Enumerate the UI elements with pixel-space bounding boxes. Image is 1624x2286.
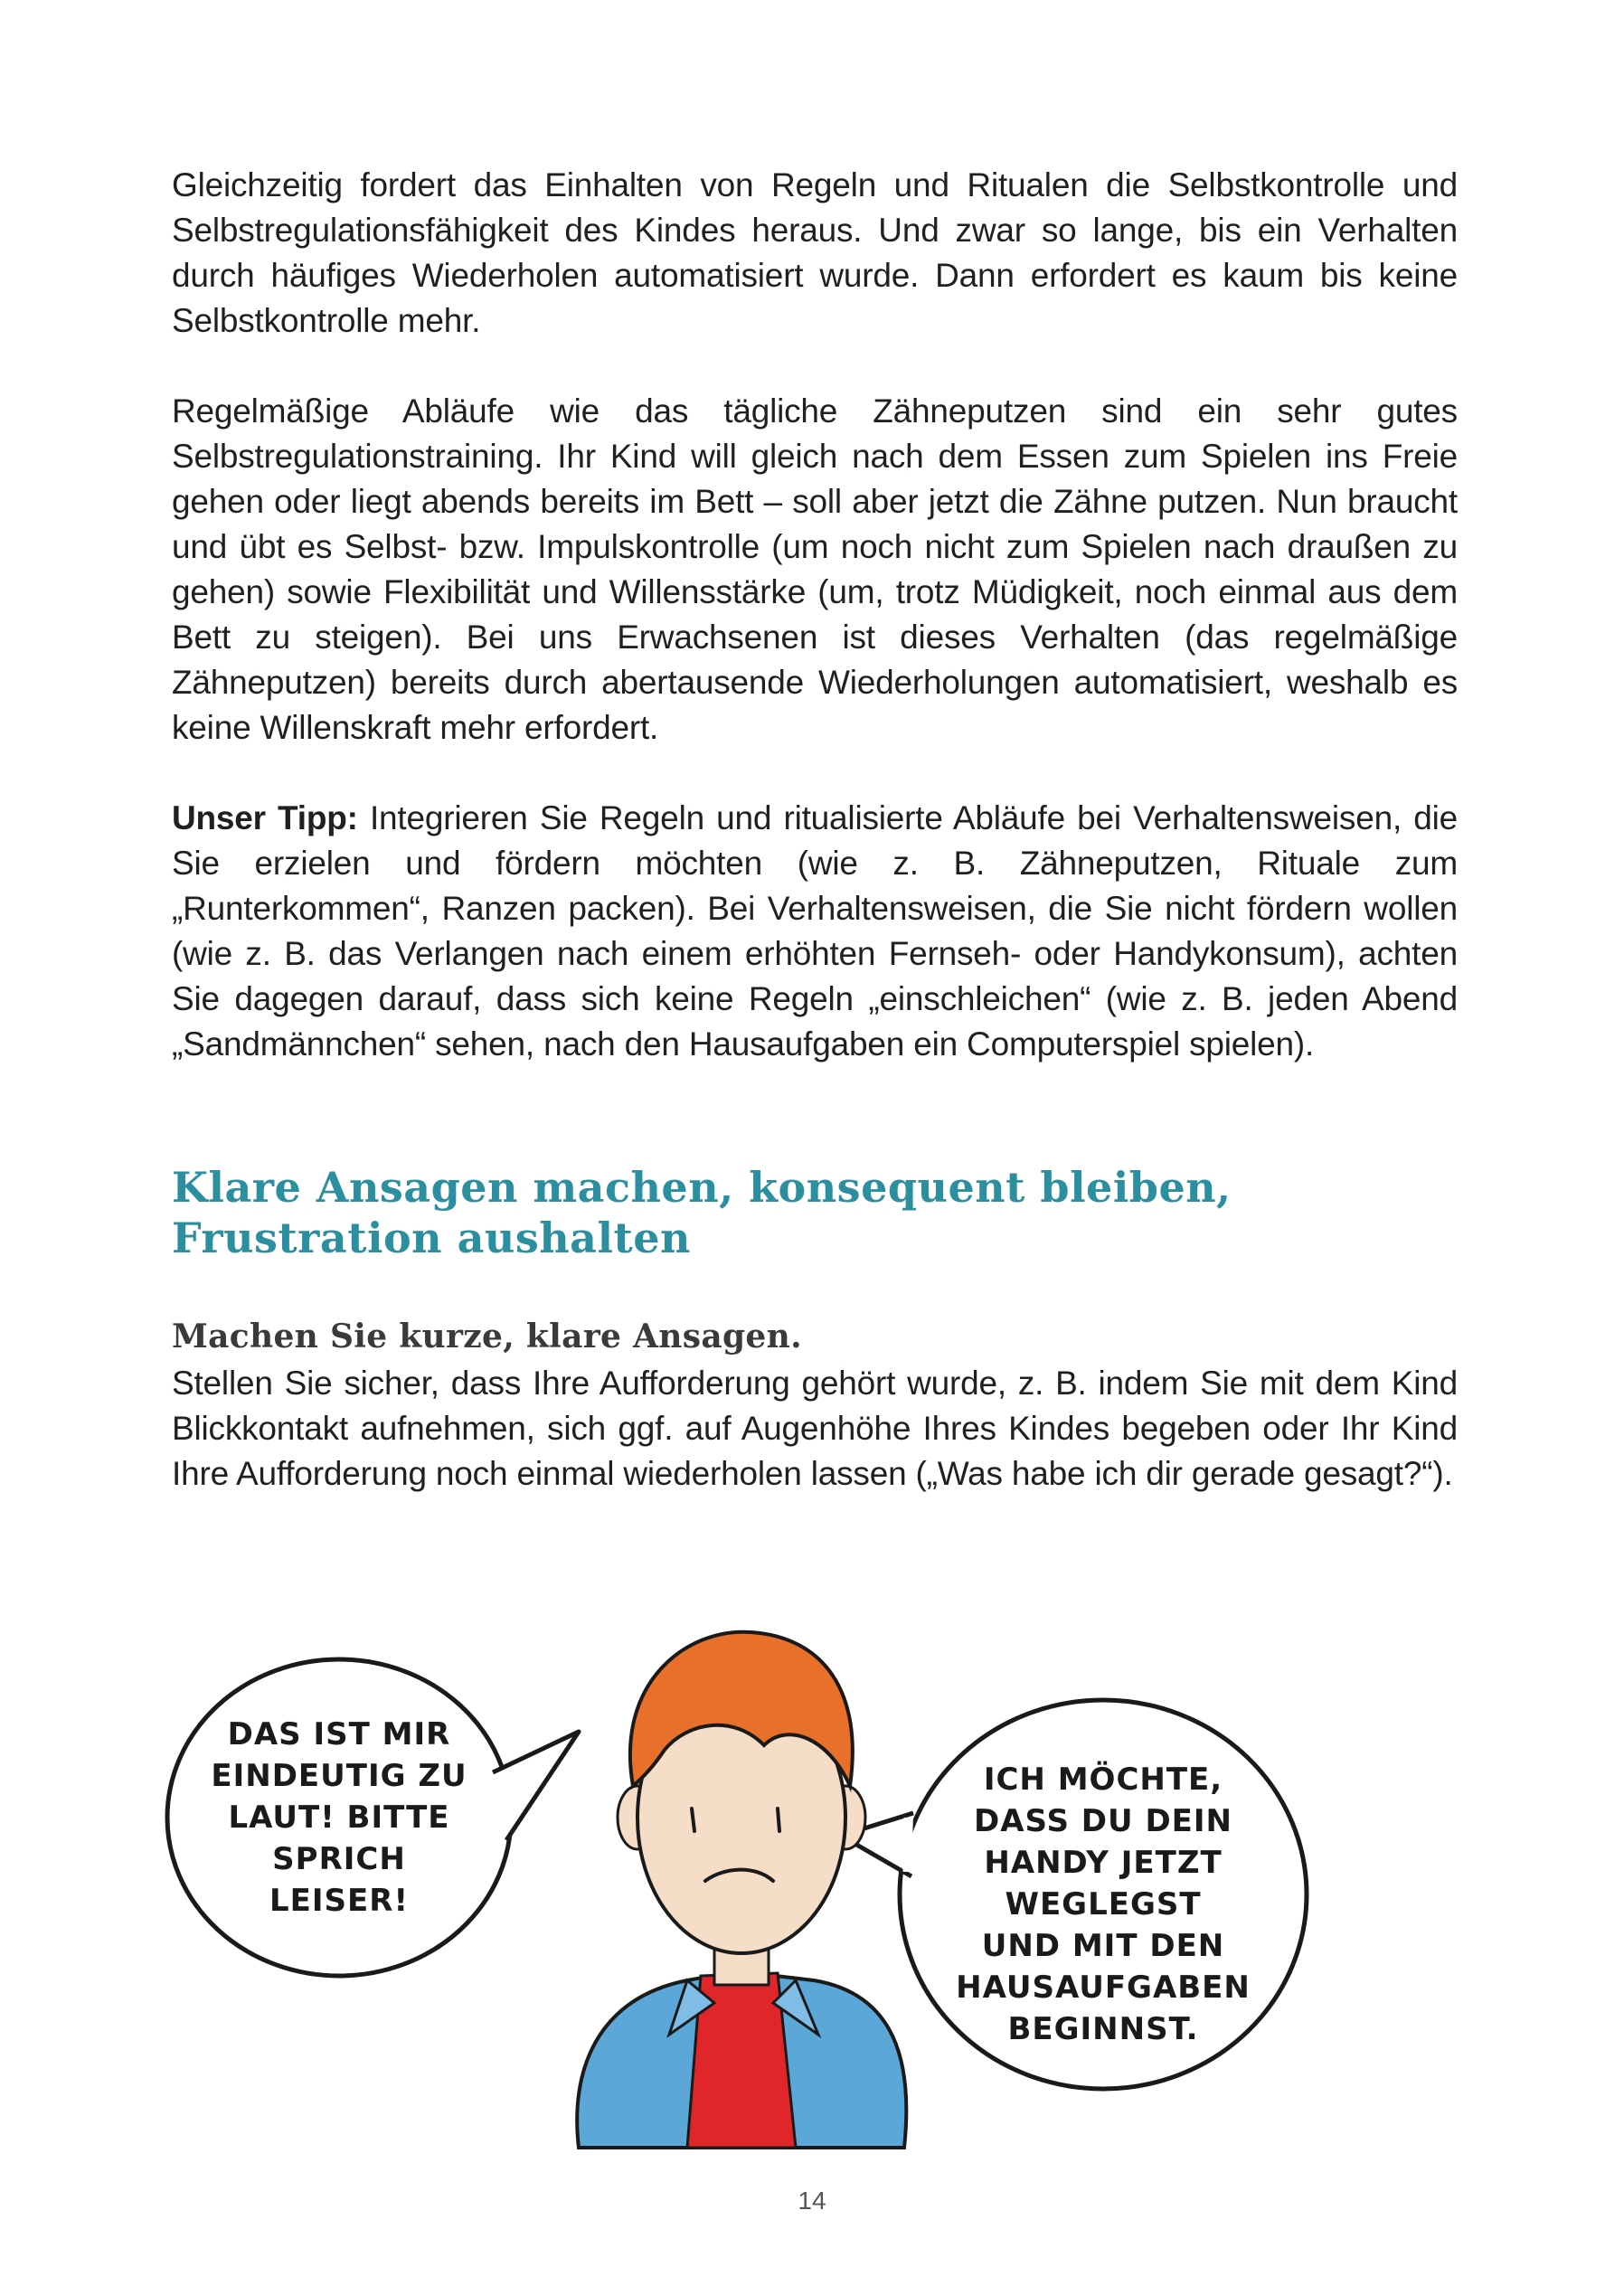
paragraph-routines <box>172 389 1458 751</box>
tip-text: Integrieren Sie Regeln und ritualisierte Abläufe bei Verhaltensweisen, die Sie erzielen und fördern möchten (wie z. B. Zähneputzen, Rituale zum „Runterkommen“, Ranzen packen). Bei Verhaltensweisen, die Sie nicht fördern wollen (wie z. B. das Verlangen nach einem erhöhten Fernseh- oder Handykonsum), achten Sie dagegen darauf, dass sich keine Regeln „einschleichen“ (wie z. B. jeden Abend „Sandmännchen“ sehen, nach den Hausaufgaben ein Computerspiel spielen). <box>172 799 1458 1063</box>
bubble-line: DASS DU DEIN <box>973 1803 1233 1839</box>
boy-figure <box>577 1632 906 2148</box>
paragraph-text: Gleichzeitig fordert das Einhalten von Regeln und Ritualen die Selbstkontrolle und Selbstregulationsfähigkeit des Kindes heraus. Und zwar so lange, bis ein Verhalten durch häufiges Wiederholen automatisiert wurde. Dann erfordert es kaum bis keine Selbstkontrolle mehr. <box>172 166 1458 339</box>
page-number: 14 <box>798 2187 826 2215</box>
section-title-line: Klare Ansagen machen, konsequent bleiben, <box>172 1163 1232 1212</box>
bubble-line: WEGLEGST <box>1005 1886 1202 1922</box>
paragraph-tip <box>172 796 1458 1067</box>
section-title-line: Frustration aushalten <box>172 1214 691 1262</box>
paragraph-text: Regelmäßige Abläufe wie das tägliche Zähneputzen sind ein sehr gutes Selbstregulationstraining. Ihr Kind will gleich nach dem Essen zum Spielen ins Freie gehen oder liegt abends bereits im Bett – soll aber jetzt die Zähne putzen. Nun braucht und übt es Selbst- bzw. Impulskontrolle (um noch nicht zum Spielen nach draußen zu gehen) sowie Flexibilität und Willensstärke (um, trotz Müdigkeit, noch einmal aus dem Bett zu steigen). Bei uns Erwachsenen ist dieses Verhalten (das regelmäßige Zähneputzen) bereits durch abertausende Wiederholungen automatisiert, weshalb es keine Willenskraft mehr erfordert. <box>172 392 1458 746</box>
speech-bubble-right-text <box>940 1759 1266 2050</box>
bubble-line: HAUSAUFGABEN <box>956 1970 1251 2006</box>
paragraph-intro <box>172 163 1458 344</box>
bubble-line: UND MIT DEN <box>981 1928 1225 1964</box>
tip-label: Unser Tipp: <box>172 799 358 836</box>
speech-bubble-left-text <box>194 1714 484 1922</box>
paragraph-text: Stellen Sie sicher, dass Ihre Aufforderung gehört wurde, z. B. indem Sie mit dem Kind Blickkontakt aufnehmen, sich ggf. auf Augenhöhe Ihres Kindes begeben oder Ihr Kind Ihre Aufforderung noch einmal wiederholen lassen („Was habe ich dir gerade gesagt?“). <box>172 1365 1458 1492</box>
bubble-line: ICH MÖCHTE, <box>983 1762 1223 1798</box>
bubble-line: HANDY JETZT <box>984 1845 1223 1881</box>
bubble-line: SPRICH <box>272 1841 406 1877</box>
bubble-line: DAS IST MIR <box>227 1716 451 1752</box>
bubble-line: LAUT! BITTE <box>228 1800 450 1836</box>
subheading: Machen Sie kurze, klare Ansagen. <box>172 1318 802 1356</box>
bubble-line: BEGINNST. <box>1007 2011 1199 2047</box>
bubble-line: EINDEUTIG ZU <box>211 1758 467 1794</box>
section-title <box>172 1162 1458 1263</box>
paragraph-text <box>172 796 1458 1067</box>
paragraph-instructions <box>172 1361 1458 1497</box>
bubble-line: LEISER! <box>269 1883 409 1919</box>
